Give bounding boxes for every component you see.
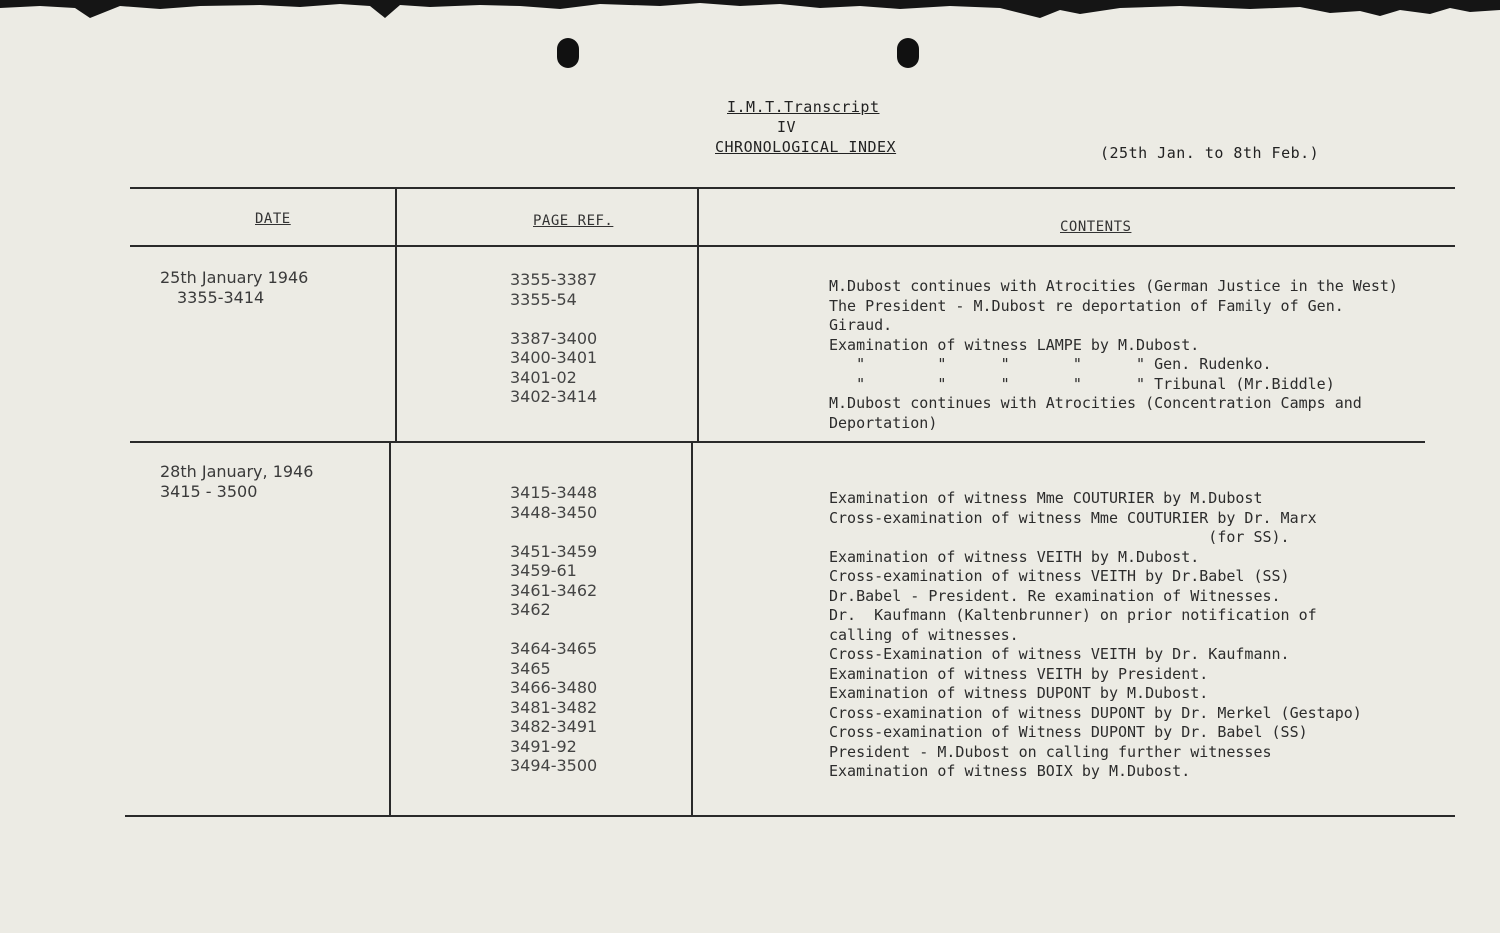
- torn-top-edge: [0, 0, 1500, 22]
- page-ref: 3387-3400: [510, 328, 598, 348]
- page-ref: 3482-3491: [510, 717, 598, 736]
- content-line: Dr. Kaufmann (Kaltenbrunner) on prior notification of: [829, 606, 1317, 624]
- content-line: Cross-examination of witness Mme COUTURIER by Dr. Marx: [829, 508, 1317, 527]
- section-2-contents: [829, 489, 1362, 782]
- volume-number: IV: [777, 118, 797, 136]
- range-label: 3415 - 3500: [160, 482, 258, 501]
- content-line: Cross-Examination of witness VEITH by Dr. Kaufmann.: [829, 645, 1290, 663]
- section-2-range: [160, 482, 257, 502]
- page-ref: 3494-3500: [510, 756, 598, 775]
- table-bottom-rule: [125, 815, 1455, 817]
- content-line: Examination of witness LAMPE by M.Dubost.: [829, 335, 1200, 354]
- content-line: Cross-examination of witness VEITH by Dr.Babel (SS): [829, 567, 1290, 585]
- page-ref: 3355-3387: [510, 270, 598, 289]
- section-1-date: [160, 268, 308, 288]
- page-ref: 3491-92: [510, 736, 577, 756]
- date-label: 25th January 1946: [160, 268, 309, 287]
- page-ref: 3355-54: [510, 289, 577, 309]
- content-line: Examination of witness VEITH by M.Dubost.: [829, 547, 1200, 566]
- page-ref: 3401-02: [510, 367, 577, 387]
- content-line: calling of witnesses.: [829, 625, 1019, 644]
- date-label: 28th January, 1946: [160, 462, 314, 481]
- page-ref: 3461-3462: [510, 580, 598, 600]
- page-ref: 3481-3482: [510, 697, 598, 717]
- document-title: I.M.T.Transcript: [727, 98, 880, 116]
- content-line: President - M.Dubost on calling further witnesses: [829, 742, 1272, 761]
- column-divider-2-top: [697, 188, 699, 442]
- page-ref: 3400-3401: [510, 348, 598, 367]
- content-line: " " " " " Gen. Rudenko.: [829, 355, 1272, 373]
- section-1-page-refs: [510, 270, 597, 407]
- content-line: " " " " " Tribunal (Mr.Biddle): [829, 374, 1335, 393]
- content-line: Dr.Babel - President. Re examination of Witnesses.: [829, 586, 1281, 605]
- content-line: Examination of witness DUPONT by M.Dubost.: [829, 684, 1209, 702]
- content-line: Deportation): [829, 413, 938, 432]
- section-2-page-refs: [510, 483, 597, 776]
- content-line: Cross-examination of witness DUPONT by Dr. Merkel (Gestapo): [829, 703, 1362, 722]
- page-ref: 3459-61: [510, 561, 577, 580]
- content-line: Examination of witness Mme COUTURIER by M.Dubost: [829, 489, 1263, 507]
- content-line: Giraud.: [829, 316, 893, 334]
- page-ref: 3415-3448: [510, 483, 598, 502]
- column-divider-1-top: [395, 188, 397, 442]
- range-label: 3355-3414: [177, 288, 265, 307]
- section-2-date: [160, 462, 313, 482]
- content-line: (for SS).: [829, 528, 1290, 546]
- section-divider-rule: [130, 441, 1425, 443]
- column-divider-2-bottom: [691, 442, 693, 815]
- page-ref: 3462: [510, 600, 551, 619]
- content-line: M.Dubost continues with Atrocities (Concentration Camps and: [829, 394, 1362, 412]
- content-line: Examination of witness BOIX by M.Dubost.: [829, 762, 1191, 780]
- content-line: M.Dubost continues with Atrocities (German Justice in the West): [829, 277, 1398, 295]
- table-top-rule: [130, 187, 1455, 189]
- content-line: Cross-examination of Witness DUPONT by Dr. Babel (SS): [829, 723, 1308, 741]
- header-bottom-rule: [130, 245, 1455, 247]
- column-header-date: DATE: [255, 211, 291, 227]
- page-ref: 3464-3465: [510, 639, 598, 658]
- page-ref: 3451-3459: [510, 541, 598, 561]
- section-1-range: [177, 288, 264, 308]
- page-ref: 3466-3480: [510, 678, 598, 697]
- section-1-contents: [829, 277, 1398, 433]
- punch-hole-left: [557, 38, 579, 68]
- column-header-contents: CONTENTS: [1060, 219, 1132, 235]
- content-line: Examination of witness VEITH by President.: [829, 664, 1209, 683]
- content-line: The President - M.Dubost re deportation of Family of Gen.: [829, 296, 1344, 315]
- page-ref: 3448-3450: [510, 502, 598, 522]
- date-range: (25th Jan. to 8th Feb.): [1100, 144, 1320, 162]
- column-header-page-ref: PAGE REF.: [533, 213, 614, 229]
- index-title: CHRONOLOGICAL INDEX: [715, 138, 897, 156]
- column-divider-1-bottom: [389, 442, 391, 815]
- page-ref: 3465: [510, 658, 551, 678]
- punch-hole-right: [897, 38, 919, 68]
- page-ref: 3402-3414: [510, 387, 598, 406]
